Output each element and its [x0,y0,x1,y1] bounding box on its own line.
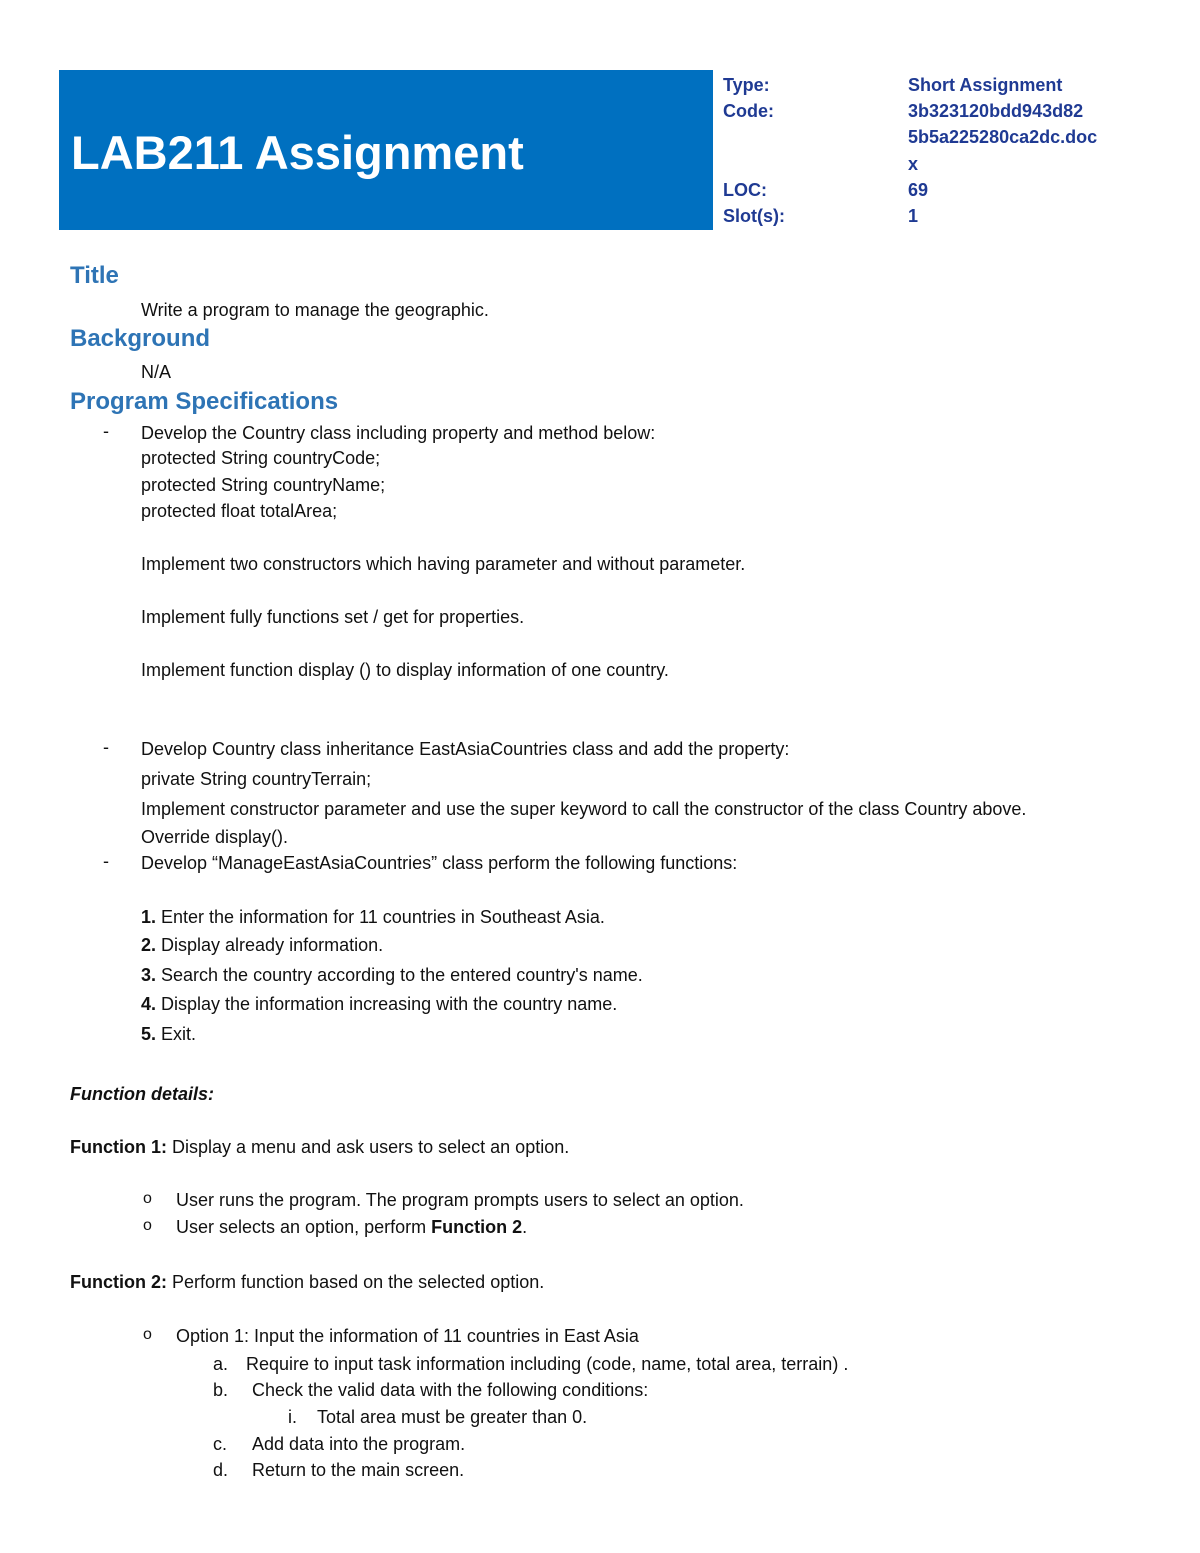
constructors-text: Implement two constructors which having parameter and without parameter. [141,554,746,574]
east-asia-class-intro: Develop Country class inheritance EastAsiaCountries class and add the property: [141,739,790,759]
dash-marker: - [103,851,109,871]
country-terrain-property: private String countryTerrain; [141,769,372,789]
country-code-property: protected String countryCode; [141,448,381,468]
override-display-text: Override display(). [141,827,289,847]
document-title: LAB211 Assignment [71,126,524,179]
option-1-step-b: Check the valid data with the following conditions: [252,1380,649,1400]
slots-label: Slot(s): [723,206,785,226]
step-marker: d. [213,1460,229,1480]
menu-item: 1. Enter the information for 11 countries in Southeast Asia. [141,907,605,927]
title-text: Write a program to manage the geographic. [141,300,489,320]
bullet-marker: o [143,1217,152,1234]
option-1-step-d: Return to the main screen. [252,1460,465,1480]
bullet-marker: o [143,1326,152,1343]
loc-label: LOC: [723,180,767,200]
option-1-sub-step-i: Total area must be greater than 0. [317,1407,588,1427]
function-2-line: Function 2: Perform function based on the selected option. [70,1272,545,1292]
option-1-step-a: Require to input task information including (code, name, total area, terrain) . [246,1354,849,1374]
option-1-step-c: Add data into the program. [252,1434,466,1454]
total-area-property: protected float totalArea; [141,501,338,521]
menu-item: 4. Display the information increasing with the country name. [141,994,618,1014]
function-1-bullet-1: User runs the program. The program prompts users to select an option. [176,1190,744,1210]
country-name-property: protected String countryName; [141,475,386,495]
spec-heading: Program Specifications [70,388,339,415]
menu-item: 2. Display already information. [141,935,384,955]
loc-value: 69 [908,180,929,200]
title-heading: Title [70,262,119,289]
step-marker: a. [213,1354,229,1374]
code-value-line3: x [908,154,919,174]
title-banner [59,70,713,230]
code-label: Code: [723,101,774,121]
background-text: N/A [141,362,172,382]
dash-marker: - [103,737,109,757]
type-label: Type: [723,75,770,95]
step-marker: b. [213,1380,229,1400]
sub-step-marker: i. [288,1407,297,1427]
step-marker: c. [213,1434,228,1454]
type-value: Short Assignment [908,75,1063,95]
bullet-marker: o [143,1190,152,1207]
code-value-line2: 5b5a225280ca2dc.doc [908,127,1098,147]
function-1-bullet-2: User selects an option, perform Function 2. [176,1217,528,1237]
manage-class-intro: Develop “ManageEastAsiaCountries” class perform the following functions: [141,853,738,873]
option-1-line: Option 1: Input the information of 11 countries in East Asia [176,1326,639,1346]
slots-value: 1 [908,206,919,226]
menu-item: 5. Exit. [141,1024,197,1044]
menu-item: 3. Search the country according to the entered country's name. [141,965,643,985]
function-details-heading: Function details: [70,1084,214,1104]
display-function-text: Implement function display () to display information of one country. [141,660,669,680]
dash-marker: - [103,421,109,441]
set-get-text: Implement fully functions set / get for properties. [141,607,525,627]
super-constructor-text: Implement constructor parameter and use the super keyword to call the constructor of the class Country above. [141,799,1027,819]
code-value-line1: 3b323120bdd943d82 [908,101,1084,121]
country-class-intro: Develop the Country class including property and method below: [141,423,656,443]
function-1-line: Function 1: Display a menu and ask users to select an option. [70,1137,570,1157]
background-heading: Background [70,325,211,352]
